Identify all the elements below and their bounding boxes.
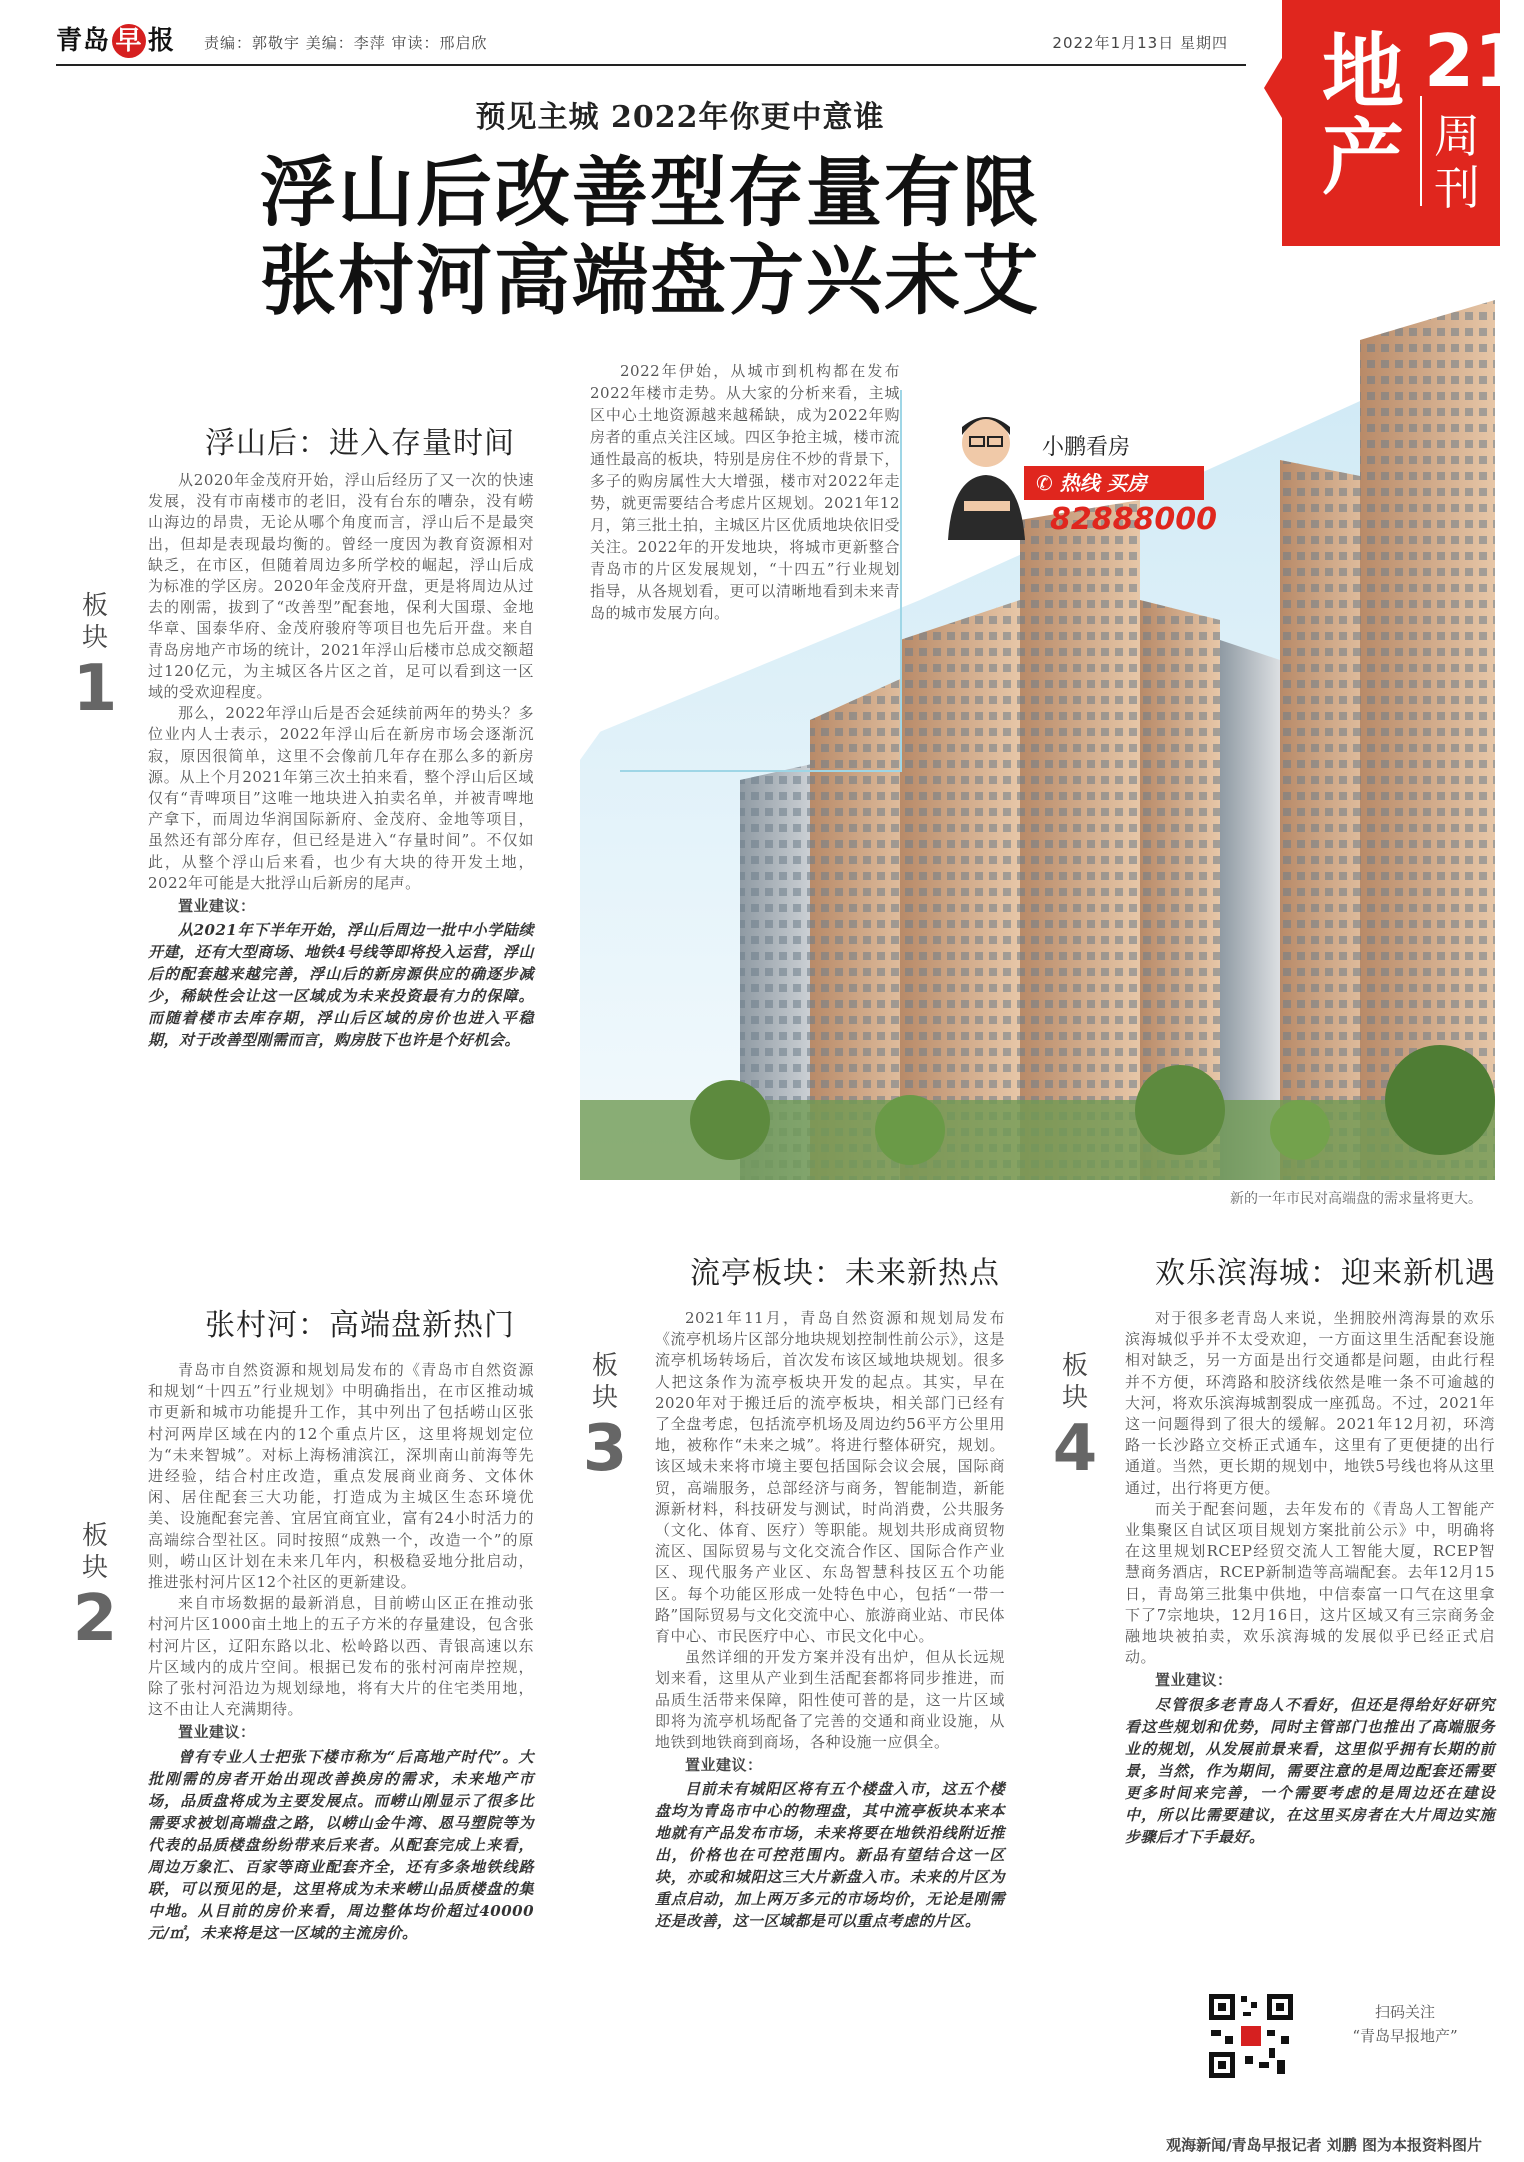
page-header [56, 14, 1246, 66]
qr-caption-line: “青岛早报地产” [1352, 2027, 1458, 2045]
plate-number: 4 [1052, 1412, 1098, 1486]
section-3-plate [580, 1350, 630, 1484]
badge-type: 周刊 [1434, 109, 1480, 215]
section-1-body [148, 470, 534, 1051]
paragraph: 那么，2022年浮山后是否会延续前两年的势头？多位业内人士表示，2022年浮山后在新房市场会逐渐沉寂，原因很简单，这里不会像前几年存在那么多的新房源。从上个月2021年第三次土拍来看，整个浮山后区域仅有“青啤项目”这唯一地块进入拍卖名单，并被青啤地产拿下，而周边华润国际新府、金茂府、金地等项目，虽然还有部分库存，但已经是进入“存量时间”。不仅如此，从整个浮山后来看，也少有大块的待开发土地，2022年可能是大批浮山后新房的尾声。 [148, 704, 534, 892]
editors-line: 责编：郭敬宇 美编：李萍 审读：邢启欣 [204, 34, 488, 52]
paragraph: 从2020年金茂府开始，浮山后经历了又一次的快速发展，没有市南楼市的老旧，没有台东的嘈杂，没有崂山海边的昂贵，无论从哪个角度而言，浮山后不是最突出，但却是表现最均衡的。曾经一度因为教育资源相对缺乏，在市区，但随着周边多所学校的崛起，浮山后成为标准的学区房。2020年金茂府开盘，更是将周边从过去的刚需，拔到了“改善型”配套地，保利大国璟、金地华章、国泰华府、金茂府骏府等项目也先后开盘。来自青岛房地产市场的统计，2021年浮山后楼市总成交额超过120亿元，为主城区各片区之首，足可以看到这一区域的受欢迎程度。 [148, 471, 534, 702]
headline-line-1: 浮山后改善型存量有限 [260, 148, 1040, 237]
section-4-title: 欢乐滨海城：迎来新机遇 [1155, 1256, 1496, 1291]
advice-heading: 置业建议： [1155, 1671, 1233, 1690]
paragraph: 虽然详细的开发方案并没有出炉，但从长远规划来看，这里从产业到生活配套都将同步推进，而品质生活带来保障，阳性使可普的是，这一片区域即将为流亭机场配备了完善的交通和商业设施，从地铁到地铁商到商场，各种设施一应俱全。 [655, 1648, 1005, 1752]
badge-issue-number: 21 [1424, 19, 1524, 103]
plate-word: 板 [591, 1351, 618, 1381]
phone-icon: ✆ [1036, 471, 1053, 495]
hotline-number: 82888000 [1050, 502, 1217, 537]
section-1-plate [70, 590, 120, 724]
plate-word: 板 [1061, 1351, 1088, 1381]
plate-word: 块 [81, 1553, 108, 1583]
advice-text: 从2021年下半年开始，浮山后周边一批中小学陆续开建，还有大型商场、地铁4号线等即将投入运营，浮山后的配套越来越完善，浮山后的新房源供应的确逐步减少，稀缺性会让这一区域成为未来投资最有力的保障。而随着楼市去库存期，浮山后区域的房价也进入平稳期，对于改善型刚需而言，购房肢下也许是个好机会。 [148, 921, 534, 1050]
section-1-title: 浮山后：进入存量时间 [205, 426, 515, 461]
paragraph: 而关于配套问题，去年发布的《青岛人工智能产业集聚区自试区项目规划方案批前公示》中，明确将在这里规划RCEP经贸交流人工智能大厦，RCEP智慧商务酒店，RCEP新制造等高端配套。去年12月15日，青岛第三批集中供地，中信泰富一口气在这里拿下了7宗地块，12月16日，这片区域又有三宗商务金融地块被拍卖，欢乐滨海城的发展似乎已经正式启动。 [1125, 1499, 1495, 1667]
issue-date: 2022年1月13日 星期四 [1052, 34, 1228, 52]
plate-word: 板 [81, 591, 108, 621]
advice-heading: 置业建议： [178, 897, 256, 916]
columnist-name: 小鹏看房 [1042, 435, 1131, 460]
qr-code[interactable] [1205, 1990, 1297, 2082]
kicker: 预见主城 2022年你更中意谁 [475, 100, 885, 135]
section-badge [1282, 0, 1524, 246]
badge-section: 地产 [1322, 25, 1405, 206]
masthead-text-end: 报 [148, 26, 176, 56]
badge-divider [1420, 96, 1422, 206]
masthead-mark: 早 [112, 24, 146, 58]
paragraph: 青岛市自然资源和规划局发布的《青岛市自然资源和规划“十四五”行业规划》中明确指出，在市区推动城市更新和城市功能提升工作，其中列出了包括崂山区张村河两岸区域在内的12个重点片区，这里将规划定位为“未来智城”。对标上海杨浦滨江，深圳南山前海等先进经验，结合村庄改造，重点发展商业商务、文体休闲、居住配套三大功能，打造成为主城区生态环境优美、设施配套完善、宜居宜商宜业，富有24小时活力的高端综合型社区。同时按照“成熟一个，改造一个”的原则，崂山区计划在未来几年内，积极稳妥地分批启动，推进张村河片区12个社区的更新建设。 [148, 1361, 534, 1592]
plate-word: 块 [591, 1383, 618, 1413]
qr-caption [1330, 2000, 1480, 2048]
paragraph: 对于很多老青岛人来说，坐拥胶州湾海景的欢乐滨海城似乎并不太受欢迎，一方面这里生活配套设施相对缺乏，另一方面是出行交通都是问题，由此行程并不方便，环湾路和胶济线依然是唯一条不可逾越的大河，将欢乐滨海城割裂成一座孤岛。不过，2021年这一问题得到了很大的缓解。2021年12月初，环湾路一长沙路立交桥正式通车，这里有了更便捷的出行通道。当然，更长期的规划中，地铁5号线也将从这里通过，出行将更方便。 [1125, 1309, 1495, 1497]
section-4-plate [1050, 1350, 1100, 1484]
masthead-logo [56, 20, 175, 58]
advice-text: 尽管很多老青岛人不看好，但还是得给好好研究看这些规划和优势，同时主管部门也推出了高端服务业的规划，从发展前景来看，这里似乎拥有长期的前景，当然，作为期间，需要注意的是周边配套还需要更多时间来完善，一个需要考虑的是周边还在建设中，所以比需要建议，在这里买房者在大片周边实施步骤后才下手最好。 [1125, 1695, 1495, 1846]
plate-number: 1 [72, 652, 118, 726]
qr-code-icon [1205, 1990, 1297, 2082]
intro-text: 2022年伊始，从城市到机构都在发布2022年楼市走势。从大家的分析来看，主城区中心土地资源越来越稀缺，成为2022年购房者的重点关注区域。四区争抢主城，楼市流通性最高的板块，特别是房住不炒的背景下，多子的购房属性大大增强，楼市对2022年走势，就更需要结合考虑片区规划。2021年12月，第三批土拍，主城区片区优质地块依旧受关注。2022年的开发地块，将城市更新整合青岛市的片区发展规划，“十四五”行业规划指导，从各规划看，更可以清晰地看到未来青岛的城市发展方向。 [590, 362, 901, 622]
masthead-text: 青岛 [56, 26, 111, 56]
photo-credit: 观海新闻/青岛早报记者 刘鹏 图为本报资料图片 [1166, 2136, 1482, 2154]
photo-caption: 新的一年市民对高端盘的需求量将更大。 [1230, 1191, 1482, 1207]
plate-word: 板 [81, 1521, 108, 1551]
plate-word: 块 [1061, 1383, 1088, 1413]
section-3-title: 流亭板块：未来新热点 [690, 1256, 1000, 1291]
section-2-body [148, 1360, 534, 1944]
plate-number: 3 [582, 1412, 628, 1486]
section-2-plate [70, 1520, 120, 1654]
advice-heading: 置业建议： [178, 1723, 256, 1742]
plate-word: 块 [81, 623, 108, 653]
hotline-strip [1024, 466, 1204, 500]
advice-text: 曾有专业人士把张下楼市称为“后高地产时代”。大批刚需的房者开始出现改善换房的需求，未来地产市场，品质盘将成为主要发展点。而崂山刚显示了很多比需要求被划高端盘之路，以崂山金牛湾、恩马塑院等为代表的品质楼盘纷纷带来后来者。从配套完成上来看，周边万象汇、百家等商业配套齐全，还有多条地铁线路联，可以预见的是，这里将成为未来崂山品质楼盘的集中地。从目前的房价来看，周边整体均价超过40000元/㎡，未来将是这一区域的主流房价。 [148, 1747, 534, 1942]
advice-heading: 置业建议： [685, 1756, 763, 1775]
advice-text: 目前未有城阳区将有五个楼盘入市，这五个楼盘均为青岛市中心的物理盘，其中流亭板块本来本地就有产品发布市场，未来将要在地铁沿线附近推出，价格也在可控范围内。新品有望结合这一区块，亦或和城阳这三大片新盘入市。未来的片区为重点启动，加上两万多元的市场均价，无论是刚需还是改善，这一区域都是可以重点考虑的片区。 [655, 1780, 1005, 1931]
section-3-body [655, 1308, 1005, 1932]
section-2-title: 张村河：高端盘新热门 [205, 1308, 515, 1343]
person-icon [944, 405, 1029, 540]
paragraph: 2021年11月，青岛自然资源和规划局发布《流亭机场片区部分地块规划控制性前公示》，这是流亭机场转场后，首次发布该区域地块规划。很多人把这条作为流亭板块开发的起点。其实，早在2020年对于搬迁后的流亭板块，相关部门已经有了全盘考虑，包括流亭机场及周边约56平方公里用地，被称作“未来之城”。将进行整体研究，规划。该区域未来将市境主要包括国际会议会展，国际商贸，高端服务，总部经济与商务，智能制造，新能源新材料，科技研发与测试，时尚消费，公共服务（文化、体育、医疗）等职能。规划共形成商贸物流区、国际贸易与文化交流合作区、国际合作产业区、现代服务产业区、东岛智慧科技区五个功能区。每个功能区形成一处特色中心，包括“一带一路”国际贸易与文化交流中心、旅游商业站、市民体育中心、市民医疗中心、市民文化中心。 [655, 1309, 1005, 1646]
qr-caption-line: 扫码关注 [1374, 2003, 1435, 2021]
plate-number: 2 [72, 1582, 118, 1656]
headline-line-2: 张村河高端盘方兴未艾 [260, 236, 1040, 325]
badge-wedge [1264, 58, 1282, 118]
columnist-avatar [944, 405, 1029, 540]
hotline-label: 热线 买房 [1059, 471, 1147, 495]
section-4-body [1125, 1308, 1495, 1848]
paragraph: 来自市场数据的最新消息，目前崂山区正在推动张村河片区1000亩土地上的五子方米的存量建设，包含张村河片区，辽阳东路以北、松岭路以西、青银高速以东片区域内的成片空间。根据已发布的张村河南岸控规，除了张村河沿边为规划绿地，将有大片的住宅类用地，这不由让人充满期待。 [148, 1594, 534, 1719]
